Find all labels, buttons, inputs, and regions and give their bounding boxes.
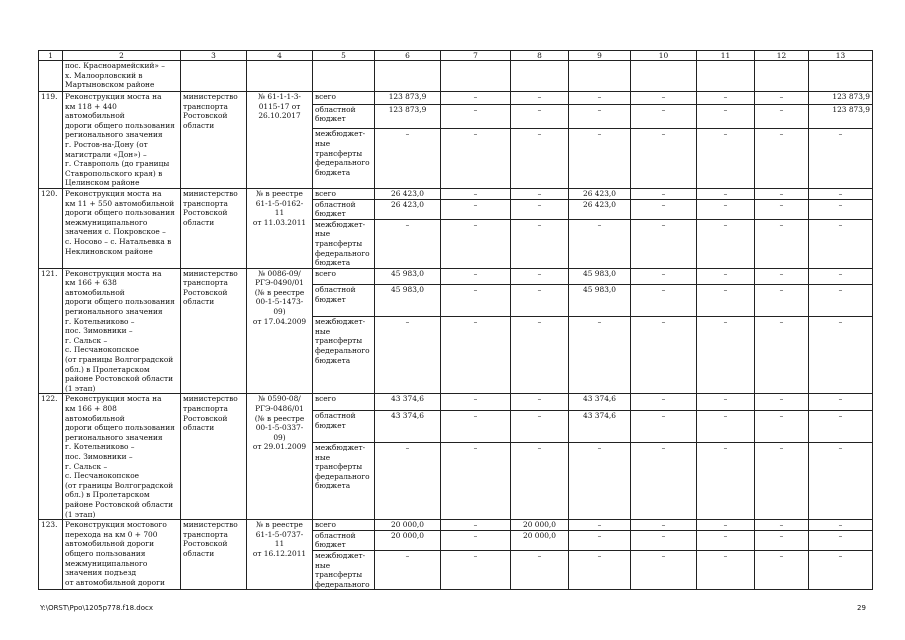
amount-cell: – — [631, 219, 697, 268]
funding-source-cell: областной бюджет — [313, 104, 375, 129]
column-number-header: 11 — [697, 51, 755, 61]
column-number-header: 7 — [441, 51, 511, 61]
object-name-cell: Реконструкция моста на км 166 + 808 автомобильной дороги общего пользования регионального значения г. Котельниково – пос. Зимовники – г. Сальск – с. Песчанокопское (от границы Волгоградской обл.) в Пролетарском районе Ростовской области (1 этап) — [63, 394, 181, 520]
amount-cell: – — [697, 411, 755, 443]
empty-cell — [375, 61, 441, 92]
empty-cell — [697, 61, 755, 92]
amount-cell: – — [809, 394, 873, 411]
amount-cell: – — [441, 129, 511, 189]
amount-cell: – — [511, 219, 569, 268]
amount-cell: 123 873,9 — [375, 92, 441, 105]
amount-cell: – — [441, 188, 511, 199]
amount-cell: – — [809, 520, 873, 531]
amount-cell: 123 873,9 — [809, 92, 873, 105]
amount-cell: 20 000,0 — [375, 530, 441, 550]
amount-cell: – — [375, 442, 441, 519]
amount-cell: – — [809, 285, 873, 317]
customer-cell: министерство транспорта Ростовской области — [181, 520, 247, 590]
funding-source-cell: межбюджет- ные трансферты федерального бюджета — [313, 442, 375, 519]
amount-cell: 26 423,0 — [375, 188, 441, 199]
amount-cell: – — [697, 520, 755, 531]
funding-source-cell: межбюджет- ные трансферты федерального бюджета — [313, 129, 375, 189]
amount-cell: – — [755, 129, 809, 189]
amount-cell: – — [631, 92, 697, 105]
amount-cell: – — [697, 550, 755, 589]
column-number-header: 6 — [375, 51, 441, 61]
amount-cell: – — [441, 285, 511, 317]
amount-cell: – — [755, 411, 809, 443]
amount-cell: – — [755, 285, 809, 317]
amount-cell: 123 873,9 — [375, 104, 441, 129]
amount-cell: – — [697, 394, 755, 411]
amount-cell: – — [569, 219, 631, 268]
column-number-header: 1 — [39, 51, 63, 61]
empty-cell — [511, 61, 569, 92]
footer-file-path: Y:\ORST\Ppo\1205p778.f18.docx — [40, 604, 153, 612]
amount-cell: 26 423,0 — [569, 199, 631, 219]
amount-cell: – — [441, 199, 511, 219]
amount-cell: – — [441, 530, 511, 550]
funding-source-cell: всего — [313, 188, 375, 199]
amount-cell: – — [631, 394, 697, 411]
amount-cell: – — [569, 442, 631, 519]
amount-cell: 43 374,6 — [375, 411, 441, 443]
amount-cell: – — [375, 129, 441, 189]
amount-cell: – — [511, 129, 569, 189]
amount-cell: 45 983,0 — [569, 285, 631, 317]
document-cell: № в реестре 61-1-5-0162- 11 от 11.03.2011 — [247, 188, 313, 268]
table-row — [39, 92, 873, 105]
budget-table-sheet — [38, 50, 870, 590]
continuation-row — [39, 61, 873, 92]
amount-cell: – — [755, 550, 809, 589]
funding-source-cell: областной бюджет — [313, 411, 375, 443]
empty-cell — [755, 61, 809, 92]
amount-cell: – — [697, 188, 755, 199]
funding-source-cell: всего — [313, 394, 375, 411]
amount-cell: – — [697, 129, 755, 189]
funding-source-cell: областной бюджет — [313, 530, 375, 550]
amount-cell: – — [569, 520, 631, 531]
column-number-header: 8 — [511, 51, 569, 61]
empty-cell — [313, 61, 375, 92]
amount-cell: – — [441, 92, 511, 105]
amount-cell: – — [631, 520, 697, 531]
funding-source-cell: всего — [313, 92, 375, 105]
column-number-header: 12 — [755, 51, 809, 61]
amount-cell: 123 873,9 — [809, 104, 873, 129]
amount-cell: – — [697, 442, 755, 519]
amount-cell: – — [569, 129, 631, 189]
amount-cell: – — [809, 129, 873, 189]
customer-cell: министерство транспорта Ростовской области — [181, 268, 247, 394]
amount-cell: – — [441, 394, 511, 411]
row-number-cell: 123. — [39, 520, 63, 590]
amount-cell: – — [809, 550, 873, 589]
amount-cell: – — [441, 411, 511, 443]
table-row — [39, 520, 873, 531]
funding-source-cell: всего — [313, 268, 375, 285]
table-row — [39, 394, 873, 411]
amount-cell: 20 000,0 — [511, 530, 569, 550]
customer-cell: министерство транспорта Ростовской области — [181, 188, 247, 268]
amount-cell: – — [809, 411, 873, 443]
document-cell: № 61-1-1-3- 0115-17 от 26.10.2017 — [247, 92, 313, 189]
table-row — [39, 188, 873, 199]
amount-cell: – — [755, 442, 809, 519]
empty-cell — [631, 61, 697, 92]
amount-cell: – — [697, 317, 755, 394]
customer-cell: министерство транспорта Ростовской области — [181, 394, 247, 520]
amount-cell: – — [697, 268, 755, 285]
funding-source-cell: всего — [313, 520, 375, 531]
amount-cell: – — [755, 188, 809, 199]
amount-cell: 43 374,6 — [569, 394, 631, 411]
amount-cell: – — [441, 317, 511, 394]
amount-cell: – — [569, 317, 631, 394]
amount-cell: 43 374,6 — [375, 394, 441, 411]
row-number-cell — [39, 61, 63, 92]
amount-cell: – — [755, 92, 809, 105]
amount-cell: 20 000,0 — [375, 520, 441, 531]
amount-cell: – — [511, 394, 569, 411]
funding-source-cell: областной бюджет — [313, 199, 375, 219]
amount-cell: – — [441, 219, 511, 268]
row-number-cell: 122. — [39, 394, 63, 520]
customer-cell: министерство транспорта Ростовской области — [181, 92, 247, 189]
table-row — [39, 268, 873, 285]
amount-cell: – — [809, 530, 873, 550]
amount-cell: 26 423,0 — [569, 188, 631, 199]
funding-source-cell: межбюджет- ные трансферты федерального бюджета — [313, 219, 375, 268]
amount-cell: – — [441, 268, 511, 285]
amount-cell: – — [755, 104, 809, 129]
amount-cell: – — [511, 285, 569, 317]
amount-cell: – — [631, 530, 697, 550]
object-name-cell: Реконструкция моста на км 166 + 638 автомобильной дороги общего пользования регионального значения г. Котельниково – пос. Зимовники – г. Сальск – с. Песчанокопское (от границы Волгоградской обл.) в Пролетарском районе Ростовской области (1 этап) — [63, 268, 181, 394]
amount-cell: – — [697, 92, 755, 105]
amount-cell: – — [697, 530, 755, 550]
object-name-cell: Реконструкция мостового перехода на км 0 + 700 автомобильной дороги общего пользования межмуниципального значения подъезд от автомобильной дороги — [63, 520, 181, 590]
amount-cell: – — [511, 268, 569, 285]
amount-cell: – — [697, 199, 755, 219]
amount-cell: – — [809, 317, 873, 394]
amount-cell: – — [569, 530, 631, 550]
amount-cell: – — [511, 92, 569, 105]
amount-cell: – — [809, 199, 873, 219]
amount-cell: – — [511, 411, 569, 443]
amount-cell: – — [755, 199, 809, 219]
amount-cell: – — [511, 199, 569, 219]
column-number-header: 4 — [247, 51, 313, 61]
amount-cell: – — [697, 285, 755, 317]
amount-cell: – — [631, 199, 697, 219]
amount-cell: – — [697, 219, 755, 268]
object-name-cell: пос. Красноармейский» – х. Малоорловский в Мартыновском районе — [63, 61, 181, 92]
amount-cell: – — [809, 188, 873, 199]
amount-cell: – — [755, 530, 809, 550]
amount-cell: 45 983,0 — [375, 268, 441, 285]
amount-cell: – — [511, 188, 569, 199]
amount-cell: – — [809, 219, 873, 268]
amount-cell: – — [569, 92, 631, 105]
funding-source-cell: межбюджет- ные трансферты федерального — [313, 550, 375, 589]
amount-cell: 26 423,0 — [375, 199, 441, 219]
empty-cell — [181, 61, 247, 92]
empty-cell — [569, 61, 631, 92]
amount-cell: 43 374,6 — [569, 411, 631, 443]
amount-cell: – — [631, 550, 697, 589]
document-cell: № 0086-09/ РГЭ-0490/01 (№ в реестре 00-1-5-1473- 09) от 17.04.2009 — [247, 268, 313, 394]
amount-cell: – — [631, 317, 697, 394]
amount-cell: – — [375, 317, 441, 394]
empty-cell — [247, 61, 313, 92]
amount-cell: – — [697, 104, 755, 129]
amount-cell: – — [441, 550, 511, 589]
funding-source-cell: областной бюджет — [313, 285, 375, 317]
object-name-cell: Реконструкция моста на км 118 + 440 автомобильной дороги общего пользования регионального значения г. Ростов-на-Дону (от магистрали «Дон») – г. Ставрополь (до границы Ставропольского края) в Целинском районе — [63, 92, 181, 189]
amount-cell: – — [755, 394, 809, 411]
amount-cell: – — [631, 104, 697, 129]
amount-cell: – — [511, 104, 569, 129]
amount-cell: – — [755, 317, 809, 394]
document-cell: № в реестре 61-1-5-0737- 11 от 16.12.2011 — [247, 520, 313, 590]
document-cell: № 0590-08/ РГЭ-0486/01 (№ в реестре 00-1-5-0337- 09) от 29.01.2009 — [247, 394, 313, 520]
column-number-header: 3 — [181, 51, 247, 61]
amount-cell: – — [755, 520, 809, 531]
amount-cell: – — [441, 520, 511, 531]
amount-cell: – — [631, 268, 697, 285]
column-number-header: 13 — [809, 51, 873, 61]
amount-cell: – — [511, 317, 569, 394]
amount-cell: – — [631, 285, 697, 317]
budget-table — [38, 50, 873, 590]
amount-cell: 20 000,0 — [511, 520, 569, 531]
amount-cell: – — [809, 268, 873, 285]
row-number-cell: 119. — [39, 92, 63, 189]
amount-cell: – — [375, 219, 441, 268]
column-number-header: 5 — [313, 51, 375, 61]
amount-cell: – — [569, 550, 631, 589]
amount-cell: – — [441, 442, 511, 519]
amount-cell: – — [375, 550, 441, 589]
empty-cell — [441, 61, 511, 92]
amount-cell: – — [755, 268, 809, 285]
amount-cell: – — [631, 442, 697, 519]
amount-cell: – — [511, 550, 569, 589]
row-number-cell: 120. — [39, 188, 63, 268]
column-number-header: 10 — [631, 51, 697, 61]
amount-cell: – — [631, 188, 697, 199]
object-name-cell: Реконструкция моста на км 11 + 550 автомобильной дороги общего пользования межмуниципального значения с. Покровское – с. Носово – с. Натальевка в Неклиновском районе — [63, 188, 181, 268]
amount-cell: – — [631, 129, 697, 189]
header-row — [39, 51, 873, 61]
page-number: 29 — [857, 604, 866, 612]
amount-cell: 45 983,0 — [569, 268, 631, 285]
amount-cell: – — [441, 104, 511, 129]
empty-cell — [809, 61, 873, 92]
funding-source-cell: межбюджет- ные трансферты федерального бюджета — [313, 317, 375, 394]
amount-cell: 45 983,0 — [375, 285, 441, 317]
amount-cell: – — [569, 104, 631, 129]
amount-cell: – — [809, 442, 873, 519]
amount-cell: – — [511, 442, 569, 519]
column-number-header: 2 — [63, 51, 181, 61]
amount-cell: – — [631, 411, 697, 443]
column-number-header: 9 — [569, 51, 631, 61]
row-number-cell: 121. — [39, 268, 63, 394]
amount-cell: – — [755, 219, 809, 268]
